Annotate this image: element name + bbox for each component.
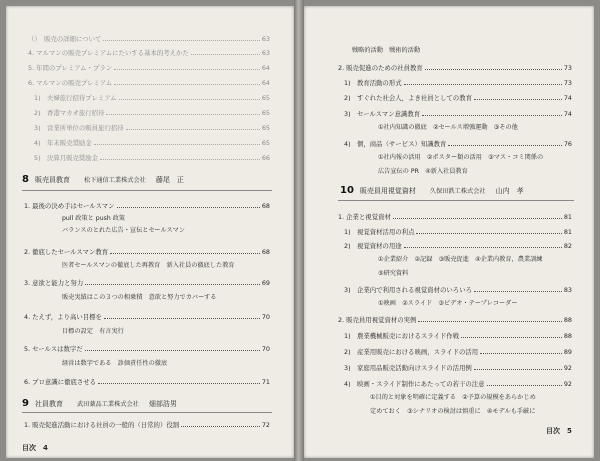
- toc-subentry: 経営は数字である 診価責任性の徹底: [62, 360, 168, 367]
- toc-entry: 2. 徹底したセールスマン教育 68: [24, 248, 270, 256]
- section-heading-8: [22, 175, 184, 186]
- section-heading-10: [340, 186, 524, 197]
- toc-subentry: 医者セールスマンの徹底した再教育 新入社員の徹底した教育: [62, 262, 235, 269]
- page-footer: 目次 5: [546, 427, 572, 435]
- section-title: 販売員教育: [34, 176, 70, 184]
- section-author: 藤尾 正: [155, 176, 184, 184]
- section-title: 販売員用視覚資材: [359, 187, 416, 195]
- section-rule: [22, 412, 272, 413]
- section-company: 久保田鉄工株式会社: [429, 188, 486, 195]
- section-number: 9: [22, 398, 29, 409]
- section-company: 武田薬品工業株式会社: [76, 401, 139, 408]
- toc-entry: 3) セールスマン意識教育 74: [344, 110, 572, 118]
- toc-entry: 1) 夫婦旅行招待プレミアム 65: [34, 94, 270, 102]
- toc-subentry: pull 政策と push 政策: [62, 215, 126, 222]
- toc-subentry: バランスのとれた広告・宣伝とセールスマン: [62, 227, 185, 234]
- section-author: 畑部浩男: [148, 400, 177, 408]
- toc-subentry: 目標の設定 有言実行: [62, 328, 124, 335]
- toc-entry: 1. 最後の決め手はセールスマン 68: [24, 202, 270, 210]
- toc-entry: 3) 企業内で利用される視覚資材のいろいろ 83: [344, 286, 572, 294]
- toc-entry: 2) 産業用販売における映画，スライドの活用 89: [344, 348, 572, 356]
- toc-entry: 2. 販売員用視覚資材の実例 88: [338, 316, 572, 324]
- toc-entry: 4) 個，商品（サービス）知識教育 76: [344, 140, 572, 148]
- toc-subentry: 定めておく ③シナリオの検討は慎重に ④モデルも手厳に: [370, 408, 536, 415]
- toc-entry: 4) 映画・スライド制作にあたっての若干の注意 92: [344, 380, 572, 388]
- toc-subentry: 広告宣伝の PR ④新入社員教育: [378, 168, 468, 175]
- toc-subentry: ⑤研究資料: [378, 270, 409, 277]
- section-author: 山内 孝: [495, 187, 524, 195]
- book-gutter: [294, 0, 304, 461]
- toc-entry: 1. 企業と視覚資材 81: [338, 213, 572, 221]
- section-heading-9: [22, 399, 177, 410]
- toc-subentry: ①社内知識の徹底 ②セールス増強運動 ③その他: [378, 124, 518, 131]
- toc-entry: 5. 年間のプレミアム・プラン 64: [28, 64, 270, 72]
- toc-subentry: 販売実績はこの３つの相乗積 意欲と努力でカバーする: [62, 294, 217, 301]
- toc-subentry: ①目的と対象を明確に定義する ②予算の規模をあらかじめ: [370, 394, 536, 401]
- toc-entry: 4) 年末販売奨励金 65: [34, 139, 270, 147]
- toc-entry: 2) 香港マカオ旅行招待 65: [34, 109, 270, 117]
- toc-entry: 1) 農業機械販売におけるスライド作戦 88: [344, 332, 572, 340]
- toc-entry: 2) すぐれた社会人，よき社員としての教育 74: [344, 94, 572, 102]
- toc-subentry: ①映画 ②スライド ③ビデオ・テープレコーダー: [378, 300, 518, 307]
- toc-subentry: ①企業紹介 ②記録 ③販売促進 ④企業内教育，農業訓練: [378, 256, 543, 263]
- page-footer: 目次 4: [22, 444, 48, 452]
- section-rule: [338, 200, 574, 201]
- toc-entry: 2. 販売促進のための社員教育 73: [338, 64, 572, 72]
- section-number: 8: [22, 174, 29, 185]
- toc-entry: 4. マルマンの販売プレミアムにたいする基本的考えかた 63: [28, 49, 270, 57]
- toc-entry: 6. プロ意識に徹底させる 71: [24, 378, 270, 386]
- section-number: 10: [340, 185, 354, 196]
- toc-subentry: 戦略的活動 戦術的活動: [352, 47, 421, 54]
- toc-subentry: ①社内報の活用 ②ポスター類の活用 ③マス・コミ関係の: [378, 154, 544, 161]
- section-title: 社員教育: [34, 400, 63, 408]
- section-rule: [22, 190, 272, 191]
- toc-entry: 4. たえず，より高い目標を 70: [24, 313, 270, 321]
- toc-entry: 1) 視覚資材活用の利点 81: [344, 228, 572, 236]
- toc-entry: 6. マルマンの販売プレミアム 64: [28, 79, 270, 87]
- toc-entry: 1. 販売促進活動における社員の一般的（日常的）役割 72: [24, 421, 270, 429]
- toc-entry: 2) 視覚資材の用途 82: [344, 242, 572, 250]
- toc-entry: 3) 営業所単位の販員旅行招待 65: [34, 124, 270, 132]
- toc-entry: （） 販売の詳細について 63: [28, 35, 270, 43]
- section-company: 松下通信工業株式会社: [83, 177, 146, 184]
- toc-entry: 5. セールスは数字だ 70: [24, 345, 270, 353]
- toc-entry: 3. 意欲と能力と努力 69: [24, 279, 270, 287]
- toc-entry: 3) 家庭用品販売活動向けスライドの活用例 92: [344, 364, 572, 372]
- toc-entry: 1) 教育活動の形式 73: [344, 79, 572, 87]
- toc-entry: 5) 決算月販売奨励金 66: [34, 154, 270, 162]
